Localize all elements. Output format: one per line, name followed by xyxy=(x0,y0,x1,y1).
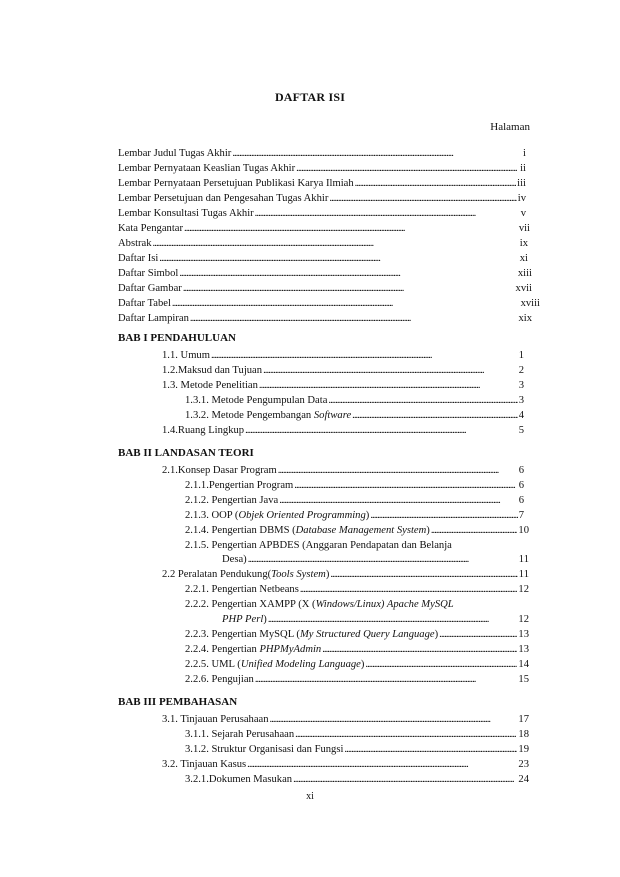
toc-entry[interactable]: 2.2.1. Pengertian Netbeans . . . 12 xyxy=(185,583,529,596)
toc-entry[interactable]: 2.2.3. Pengertian MySQL (My Structured Query Language) . . . 13 xyxy=(185,628,529,641)
page-title: DAFTAR ISI xyxy=(274,90,346,104)
toc-entry[interactable]: 3.2.1.Dokumen Masukan . . . 24 xyxy=(185,773,529,786)
toc-entry[interactable]: 2.2.6. Pengujian . . . 15 xyxy=(185,673,529,686)
toc-entry[interactable]: 2.1.2. Pengertian Java . . . 6 xyxy=(185,494,524,507)
toc-entry[interactable]: 1.2.Maksud dan Tujuan . . . 2 xyxy=(162,364,524,377)
toc-entry[interactable]: Lembar Persetujuan dan Pengesahan Tugas Akhir . . . iv xyxy=(118,192,526,205)
toc-entry[interactable]: Daftar Isi . . . xi xyxy=(118,252,528,265)
toc-entry[interactable]: 2.2 Peralatan Pendukung(Tools System) . . . 11 xyxy=(162,568,529,581)
toc-entry[interactable]: Daftar Gambar . . . xvii xyxy=(118,282,532,295)
page-number: xi xyxy=(306,791,314,802)
toc-entry[interactable]: 3.2. Tinjauan Kasus . . . 23 xyxy=(162,758,529,771)
bab-3-heading: BAB III PEMBAHASAN xyxy=(118,696,238,708)
toc-entry-line[interactable]: 2.2.2. Pengertian XAMPP (X (Windows/Linux) Apache MySQL xyxy=(185,599,454,610)
halaman-label: Halaman xyxy=(490,121,530,133)
bab-2-heading: BAB II LANDASAN TEORI xyxy=(118,447,254,459)
toc-entry[interactable]: 1.3.2. Metode Pengembangan Software . . . 4 xyxy=(185,409,524,422)
toc-entry[interactable]: 2.2.5. UML (Unified Modeling Language) . . . 14 xyxy=(185,658,529,671)
toc-entry[interactable]: 1.3.1. Metode Pengumpulan Data . . . 3 xyxy=(185,394,524,407)
bab-1-heading: BAB I PENDAHULUAN xyxy=(118,332,236,344)
toc-entry[interactable]: Kata Pengantar . . . vii xyxy=(118,222,530,235)
toc-entry[interactable]: Lembar Pernyataan Keaslian Tugas Akhir . . . ii xyxy=(118,162,526,175)
toc-entry[interactable]: 1.3. Metode Penelitian . . . 3 xyxy=(162,379,524,392)
toc-entry[interactable]: Lembar Judul Tugas Akhir . . . i xyxy=(118,147,526,160)
toc-entry[interactable]: 3.1.1. Sejarah Perusahaan . . . 18 xyxy=(185,728,529,741)
toc-entry[interactable]: 2.1.1.Pengertian Program . . . 6 xyxy=(185,479,524,492)
toc-entry[interactable]: 1.1. Umum . . . 1 xyxy=(162,349,524,362)
toc-entry[interactable]: 2.1.4. Pengertian DBMS (Database Management System) . . . 10 xyxy=(185,524,529,537)
toc-entry[interactable]: PHP Perl) . . . 12 xyxy=(222,613,529,626)
toc-entry[interactable]: Abstrak . . . ix xyxy=(118,237,528,250)
toc-entry[interactable]: 1.4.Ruang Lingkup . . . 5 xyxy=(162,424,524,437)
toc-entry-line[interactable]: 2.1.5. Pengertian APBDES (Anggaran Pendapatan dan Belanja xyxy=(185,540,452,551)
toc-entry[interactable]: 3.1. Tinjauan Perusahaan . . . 17 xyxy=(162,713,529,726)
toc-entry[interactable]: Lembar Pernyataan Persetujuan Publikasi Karya Ilmiah . . . iii xyxy=(118,177,526,190)
toc-entry[interactable]: Desa) . . . 11 xyxy=(222,553,529,566)
toc-entry[interactable]: 3.1.2. Struktur Organisasi dan Fungsi . . . 19 xyxy=(185,743,529,756)
toc-entry[interactable]: Daftar Simbol . . . xiii xyxy=(118,267,532,280)
toc-entry[interactable]: Daftar Lampiran . . . xix xyxy=(118,312,532,325)
toc-entry[interactable]: 2.2.4. Pengertian PHPMyAdmin . . . 13 xyxy=(185,643,529,656)
toc-entry[interactable]: Lembar Konsultasi Tugas Akhir . . . v xyxy=(118,207,526,220)
toc-entry[interactable]: 2.1.3. OOP (Objek Oriented Programming) . . . 7 xyxy=(185,509,524,522)
toc-entry[interactable]: Daftar Tabel . . . xviii xyxy=(118,297,540,310)
toc-entry[interactable]: 2.1.Konsep Dasar Program . . . 6 xyxy=(162,464,524,477)
